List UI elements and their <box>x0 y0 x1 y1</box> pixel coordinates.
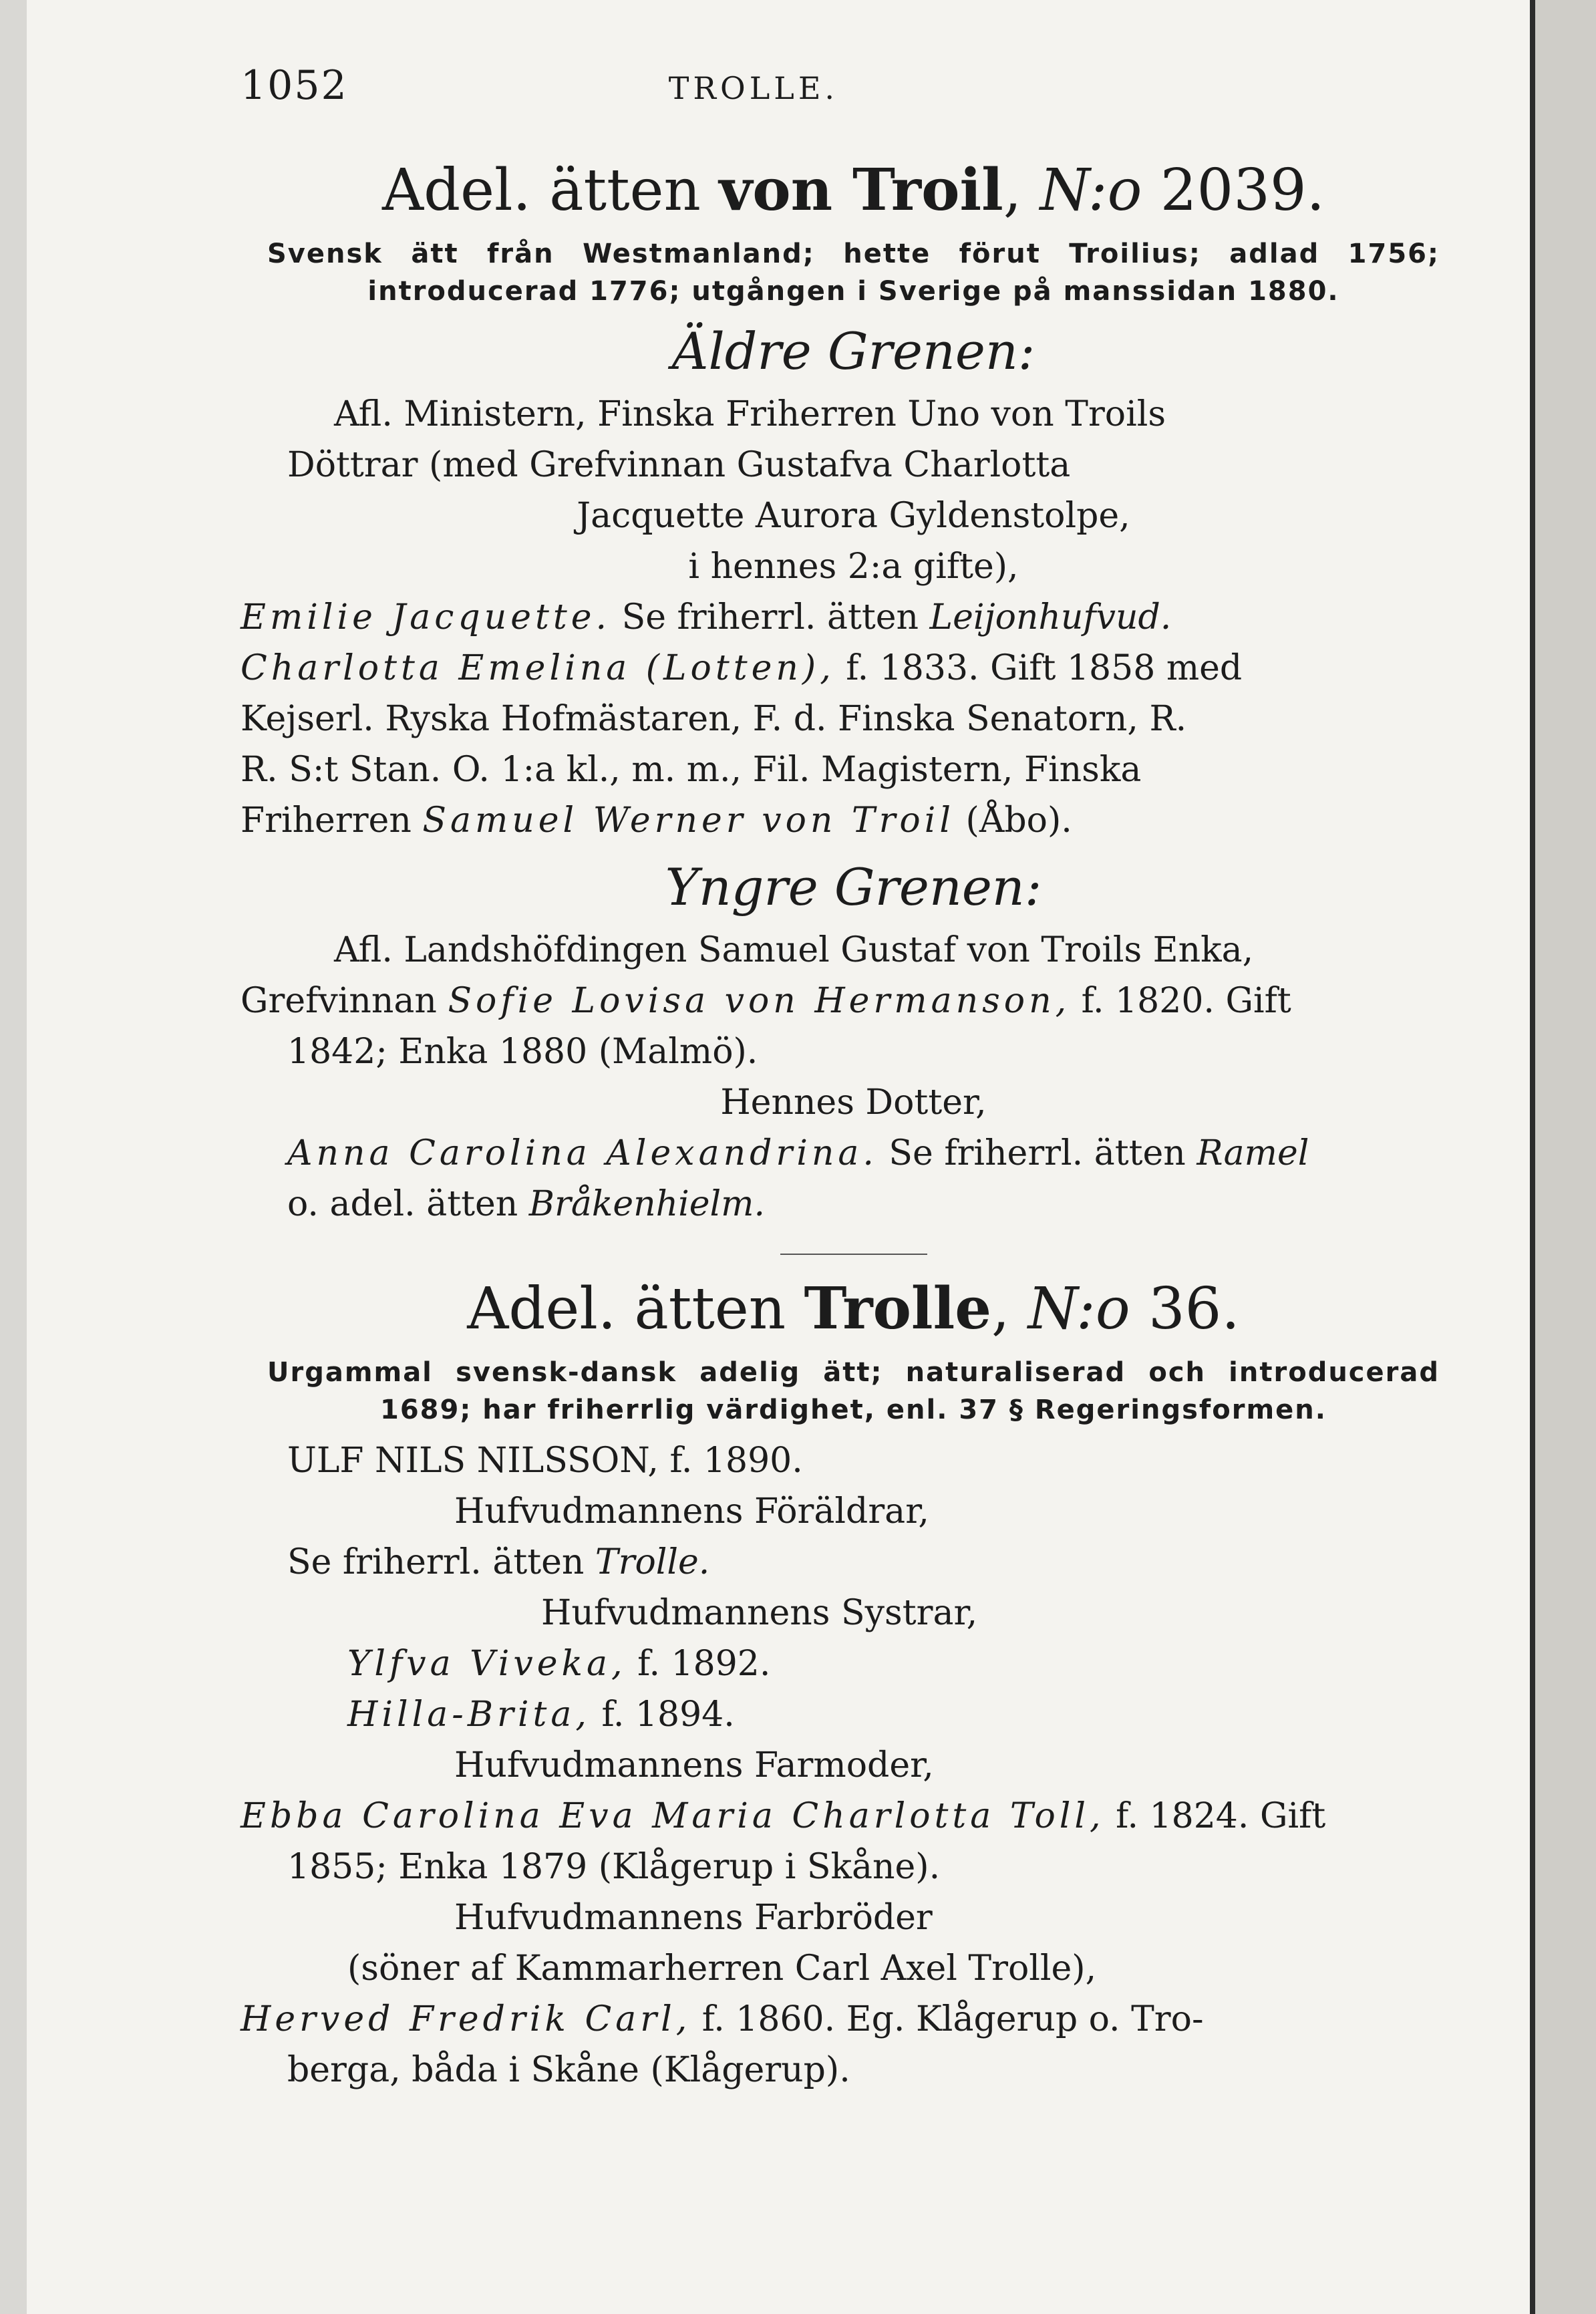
text-line: Afl. Ministern, Finska Friherren Uno von Troils <box>334 394 1166 434</box>
entry-sister-hilla <box>241 1689 1466 1740</box>
running-title: TROLLE. <box>668 70 839 106</box>
text-line: Kejserl. Ryska Hofmästaren, F. d. Finska Senatorn, R. <box>241 699 1187 739</box>
family-description: Urgammal svensk-dansk adelig ätt; naturaliserad och introducerad 1689; har friherrlig värdighet, enl. 37 § Regeringsformen. <box>267 1357 1440 1425</box>
entry-ebba <box>241 1791 1466 1842</box>
entry-herved <box>241 1994 1466 2045</box>
family-number: 2039. <box>1142 157 1325 224</box>
number-label: N:o <box>1040 157 1142 224</box>
text-line: i hennes 2:a gifte), <box>688 547 1019 587</box>
text-line: Hennes Dotter, <box>720 1082 987 1123</box>
person-name: Anna Carolina Alexandrina. <box>287 1133 878 1173</box>
person-name: Herved Fredrik Carl, <box>241 1999 691 2039</box>
text-line: Döttrar (med Grefvinnan Gustafva Charlotta <box>287 445 1071 485</box>
text-line: Afl. Landshöfdingen Samuel Gustaf von Troils Enka, <box>334 930 1254 970</box>
heading-separator: , <box>991 1276 1028 1342</box>
entry-text: Grefvinnan <box>241 981 448 1021</box>
cross-reference: Leijonhufvud. <box>929 597 1172 637</box>
heading-separator: , <box>1003 157 1040 224</box>
cross-reference: Ramel <box>1196 1133 1309 1173</box>
text-line: 1855; Enka 1879 (Klågerup i Skåne). <box>287 1847 941 1887</box>
branch-heading-aldre: Äldre Grenen: <box>671 321 1035 381</box>
relation-label: Hufvudmannens Farbröder <box>454 1898 933 1938</box>
entry-samuel <box>241 795 1466 846</box>
entry-charlotta <box>241 643 1466 694</box>
family-head: ULF NILS NILSSON, f. 1890. <box>287 1441 803 1481</box>
heading-prefix: Adel. ätten <box>382 157 720 224</box>
person-name: Charlotta Emelina (Lotten), <box>241 648 835 688</box>
text-line: berga, båda i Skåne (Klågerup). <box>287 2050 850 2090</box>
book-page <box>27 0 1535 2314</box>
person-name: Ylfva Viveka, <box>347 1644 627 1684</box>
entry-anna <box>241 1128 1466 1179</box>
relation-label: Hufvudmannens Föräldrar, <box>454 1491 929 1532</box>
entry-sofie <box>241 976 1466 1026</box>
running-head <box>241 60 1466 114</box>
entry-sister-ylfva <box>241 1638 1466 1689</box>
family-number: 36. <box>1130 1276 1240 1342</box>
person-name: Sofie Lovisa von Hermanson, <box>448 981 1071 1021</box>
entry-text: Se friherrl. ätten <box>611 597 930 637</box>
entry-text: Se friherrl. ätten <box>287 1542 595 1582</box>
text-line: (söner af Kammarherren Carl Axel Trolle), <box>347 1948 1097 1989</box>
person-name: Hilla-Brita, <box>347 1695 591 1735</box>
entry-text: f. 1892. <box>626 1644 771 1684</box>
entry-parents <box>241 1537 1466 1588</box>
person-name: Emilie Jacquette. <box>241 597 611 637</box>
text-line: R. S:t Stan. O. 1:a kl., m. m., Fil. Magistern, Finska <box>241 750 1142 790</box>
entry-anna-cont <box>241 1179 1466 1230</box>
heading-prefix: Adel. ätten <box>467 1276 804 1342</box>
entry-text: Friherren <box>241 801 423 841</box>
branch-heading-yngre: Yngre Grenen: <box>665 857 1042 917</box>
cross-reference: Bråkenhielm. <box>528 1184 766 1224</box>
family-heading-von-troil <box>241 154 1466 227</box>
family-description: Svensk ätt från Westmanland; hette förut Troilius; adlad 1756; introducerad 1776; utgången i Sverige på manssidan 1880. <box>267 239 1440 307</box>
relation-label: Hufvudmannens Systrar, <box>541 1593 978 1633</box>
entry-text: Se friherrl. ätten <box>877 1133 1197 1173</box>
text-line: 1842; Enka 1880 (Malmö). <box>287 1032 758 1072</box>
family-heading-trolle <box>241 1272 1466 1346</box>
person-name: Ebba Carolina Eva Maria Charlotta Toll, <box>241 1796 1105 1836</box>
entry-emilie <box>241 592 1466 643</box>
page-number: 1052 <box>241 62 348 109</box>
page-content <box>241 60 1466 2095</box>
entry-text: o. adel. ätten <box>287 1184 529 1224</box>
entry-text: f. 1833. Gift 1858 med <box>834 648 1243 688</box>
entry-text: f. 1824. Gift <box>1104 1796 1326 1836</box>
cross-reference: Trolle. <box>595 1542 710 1582</box>
entry-text: f. 1894. <box>590 1695 735 1735</box>
entry-text: f. 1860. Eg. Klågerup o. Tro- <box>691 1999 1204 2039</box>
entry-text: (Åbo). <box>955 801 1072 841</box>
number-label: N:o <box>1027 1276 1130 1342</box>
person-name: Samuel Werner von Troil <box>422 801 955 841</box>
text-line: Jacquette Aurora Gyldenstolpe, <box>577 496 1130 536</box>
relation-label: Hufvudmannens Farmoder, <box>454 1745 934 1785</box>
family-name: Trolle <box>804 1275 991 1342</box>
family-name: von Troil <box>719 156 1003 224</box>
section-divider <box>780 1254 927 1255</box>
entry-text: f. 1820. Gift <box>1070 981 1291 1021</box>
